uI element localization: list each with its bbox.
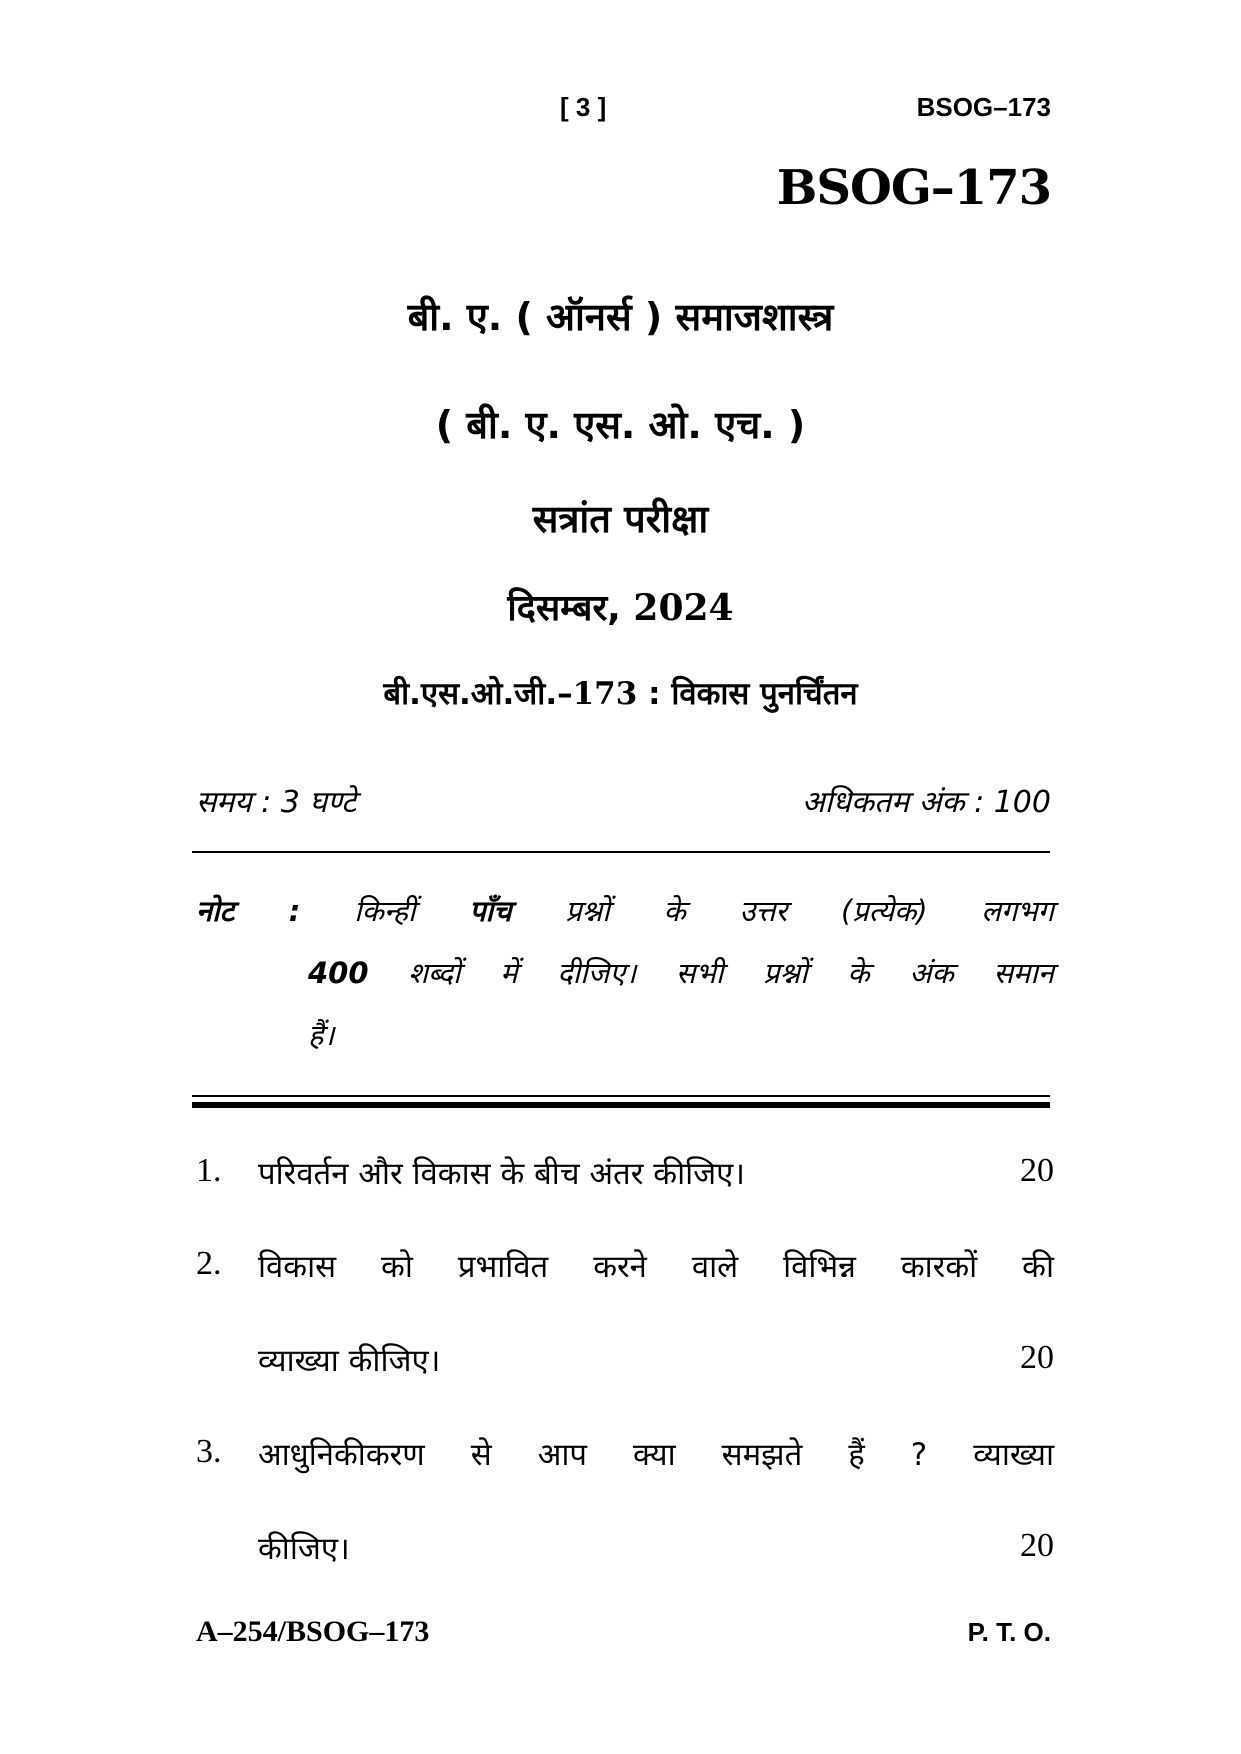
please-turn-over: P. T. O. <box>967 1617 1051 1647</box>
divider-thick <box>192 1102 1050 1108</box>
question-text <box>258 1527 1054 1569</box>
exam-month: दिसम्बर, <box>507 588 621 629</box>
course-code-hindi: बी.एस.ओ.जी.– <box>383 676 573 712</box>
page-number: [ 3 ] <box>560 92 607 122</box>
exam-time: समय : 3 घण्टे <box>196 785 357 820</box>
course-separator: : <box>637 676 672 712</box>
question-marks: 20 <box>1020 1339 1054 1376</box>
divider-line <box>192 851 1050 853</box>
paper-code: A–254/BSOG–173 <box>196 1615 430 1648</box>
note-text: किन्हीं <box>354 894 416 928</box>
question-number: 1. <box>196 1152 222 1189</box>
note-text: शब्दों में दीजिए। सभी प्रश्नों के अंक समान <box>408 956 1054 990</box>
programme-abbreviation: ( बी. ए. एस. ओ. एच. ) <box>435 403 806 447</box>
note-line-2 <box>196 942 1054 1004</box>
exam-title: सत्रांत परीक्षा <box>532 497 709 541</box>
question-line: परिवर्तन और विकास के बीच अंतर कीजिए। <box>258 1156 746 1192</box>
question-line: आधुनिकीकरण से आप क्या समझते हैं ? व्याख्या <box>258 1437 1054 1473</box>
course-code-small: BSOG–173 <box>916 92 1051 122</box>
max-marks: अधिकतम अंक : 100 <box>801 785 1051 820</box>
question-number: 3. <box>196 1433 222 1470</box>
note-label: नोट : <box>196 894 301 928</box>
course-code-large: BSOG–173 <box>776 160 1051 216</box>
note-line-1 <box>196 880 1054 942</box>
question-text <box>258 1339 1054 1381</box>
question-marks: 20 <box>1020 1527 1054 1564</box>
instructions-note <box>196 880 1054 1066</box>
course-title: विकास पुनर्चिंतन <box>671 676 858 712</box>
programme-title: बी. ए. ( ऑनर्स ) समाजशास्त्र <box>407 295 834 339</box>
divider-thin <box>192 1095 1050 1097</box>
exam-date <box>0 582 1241 631</box>
question-line: व्याख्या कीजिए। <box>258 1343 441 1379</box>
exam-year: 2024 <box>633 587 734 629</box>
note-text: प्रश्नों के उत्तर (प्रत्येक) लगभग <box>565 894 1055 928</box>
course-number: 173 <box>572 676 638 712</box>
question-text <box>258 1152 1054 1194</box>
note-word-count: 400 <box>308 956 369 990</box>
question-marks: 20 <box>1020 1152 1054 1189</box>
question-number: 2. <box>196 1245 222 1282</box>
course-line <box>0 672 1241 714</box>
question-line: कीजिए। <box>258 1531 350 1567</box>
question-line: विकास को प्रभावित करने वाले विभिन्न कारकों की <box>258 1249 1054 1285</box>
note-emphasis: पाँच <box>469 894 512 928</box>
note-line-3: हैं। <box>308 1018 335 1052</box>
